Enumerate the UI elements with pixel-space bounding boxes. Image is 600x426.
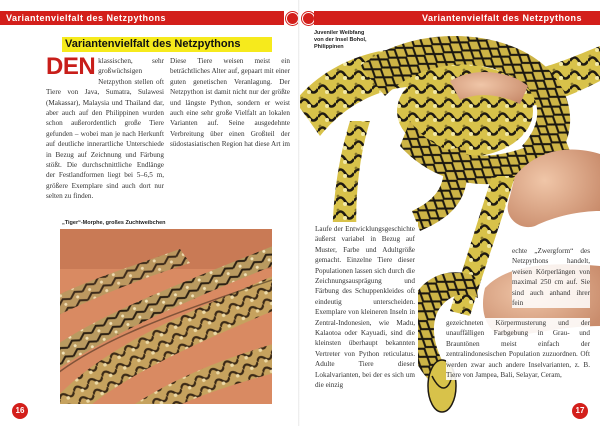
left-column-1-text: klassischen, sehr großwüchsigen Netzpython stellen oft Tiere von Java, Sumatra, Sulawesi (Makassar), Malaysia und Thailand dar, aber auch auf den Philippinen wurden schon außerordentlich große Tiere gefunden – wobei man je nach Herkunft auf deutliche innerartliche Unterschiede in Bezug auf Zeichnung und Färbung stößt. Die durchschnittliche Endlänge der Festlandformen liegt bei 5–6,5 m, größere Exemplare sind auch dort nur selten zu finden. [46, 57, 164, 201]
left-column-2: Diese Tiere weisen meist ein beträchtliches Alter auf, gepaart mit einer guten genetischen Veranlagung. Der Netzpython ist damit nicht nur der größte und längste Python, sondern er weist auch eine sehr große Vielfalt an lokalen Varianten auf. Seine ausgedehnte Verbreitung über einen Großteil der südostasiatischen Region hat diese Art im [170, 57, 290, 149]
page-number-right: 17 [572, 403, 588, 419]
right-column-1: Laufe der Entwicklungsgeschichte äußerst variabel in Bezug auf Muster, Farbe und Adultgröße gemacht. Einzelne Tiere dieser Populationen lassen sich durch die Zeichnungsausprägung und Färbung des Schuppenkleides oft eindeutig unterscheiden. Exemplare von kleineren Inseln in Zentral-Indonesien, wie Madu, Kalaotoa oder Kayuadi, sind die kleinsten überhaupt bekannten Vertreter von Python reticulatus. Adulte Tiere dieser Lokalvarianten, bei der es sich um die einzig [312, 222, 418, 393]
page-number-left: 16 [12, 403, 28, 419]
dropcap: DEN [46, 53, 96, 80]
right-photo-caption: Juveniler Weibfang von der Insel Bohol, Philippinen [314, 30, 374, 51]
left-running-header: Variantenvielfalt des Netzpythons [0, 11, 284, 25]
left-column-1 [46, 53, 164, 202]
right-running-header: Variantenvielfalt des Netzpythons [314, 11, 600, 25]
tiger-python-photo [60, 229, 272, 404]
right-column-2-bottom: gezeichneten Körpermusterung und der unauffälligen Farbgebung in Grau- und Brauntönen meist einfach der zentralindonesischen Population zuzuordnen. Oft werden zwar auch andere Inselvarianten, z. B. Tiere von Jampea, Bali, Selayar, Ceram, [446, 319, 590, 380]
right-page [300, 0, 600, 426]
left-photo-caption: „Tiger“-Morphe, großes Zuchtweibchen [62, 220, 166, 226]
right-column-2-top: echte „Zwergform“ des Netzpythons handelt, weisen Körperlängen von maximal 250 cm auf. Sie sind auch anhand ihrer fein [512, 247, 590, 308]
article-heading: Variantenvielfalt des Netzpythons [62, 37, 272, 52]
